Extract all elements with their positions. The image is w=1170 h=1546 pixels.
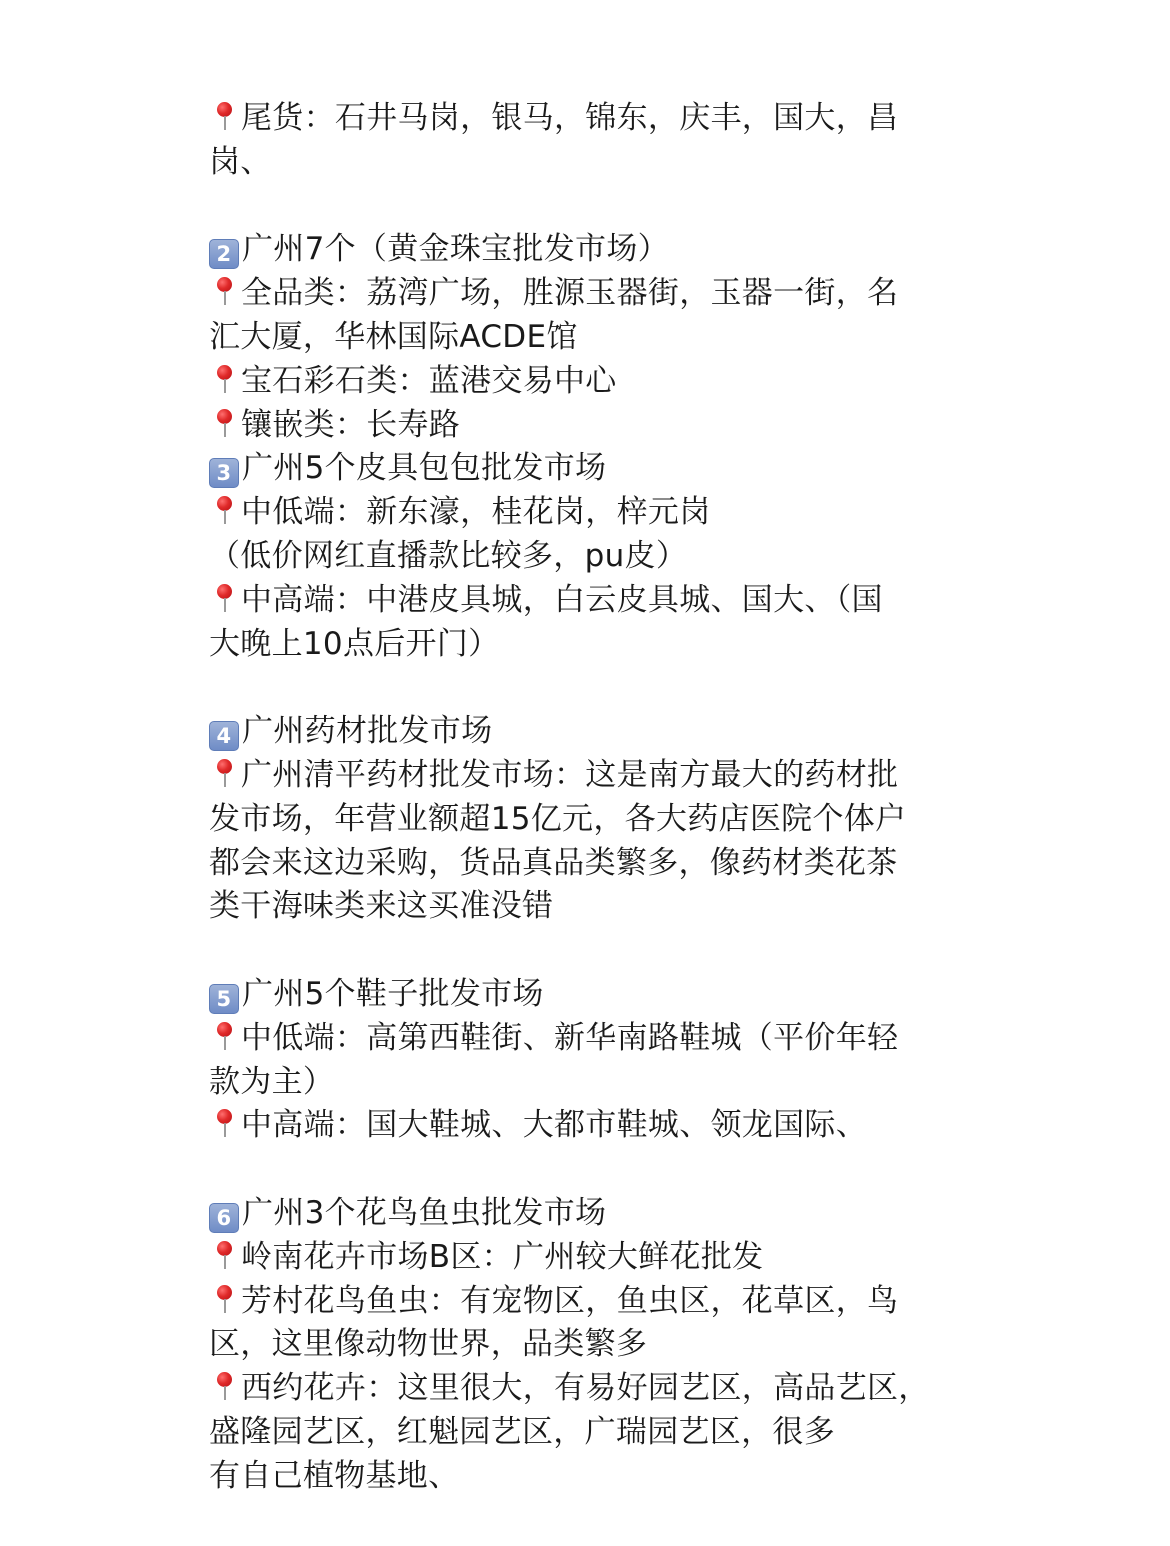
text-line	[209, 885, 949, 929]
text-line	[209, 623, 949, 667]
line-text: 发市场，年营业额超15亿元，各大药店医院个体户	[209, 800, 907, 837]
section-heading	[209, 710, 949, 754]
line-text: 广州药材批发市场	[242, 713, 493, 750]
round-pushpin-icon	[209, 275, 241, 307]
round-pushpin-icon	[209, 407, 241, 439]
line-text: 都会来这边采购，货品真品类繁多，像药材类花茶	[209, 844, 898, 881]
line-text: 汇大厦，华林国际ACDE馆	[209, 318, 578, 355]
line-text: 广州5个皮具包包批发市场	[242, 450, 607, 487]
round-pushpin-icon	[209, 757, 241, 789]
line-text: 有自己植物基地、	[209, 1457, 460, 1494]
pinned-item	[209, 404, 949, 448]
section-heading	[209, 228, 949, 272]
keycap-number-icon: 5	[209, 984, 239, 1014]
blank-line	[209, 929, 949, 973]
keycap-number-icon: 3	[209, 458, 239, 488]
text-line	[209, 798, 949, 842]
text-line	[209, 842, 949, 886]
text-line	[209, 1411, 949, 1455]
line-text: 西约花卉：这里很大，有易好园艺区，高品艺区，	[241, 1370, 930, 1407]
pinned-item	[209, 1104, 949, 1148]
line-text: 芳村花鸟鱼虫：有宠物区，鱼虫区，花草区，鸟	[241, 1282, 899, 1319]
text-line	[209, 1455, 949, 1499]
blank-line	[209, 1148, 949, 1192]
line-text: 盛隆园艺区，红魁园艺区，广瑞园艺区，很多	[209, 1413, 835, 1450]
line-text: 类干海味类来这买准没错	[209, 888, 554, 925]
line-text: 中高端：中港皮具城，白云皮具城、国大、（国	[241, 581, 883, 618]
line-text: 广州清平药材批发市场：这是南方最大的药材批	[241, 756, 899, 793]
section-heading	[209, 447, 949, 491]
line-text: 中高端：国大鞋城、大都市鞋城、领龙国际、	[241, 1107, 867, 1144]
text-line	[209, 535, 949, 579]
section-heading	[209, 1192, 949, 1236]
line-text: 广州7个（黄金珠宝批发市场）	[242, 231, 669, 268]
pinned-item	[209, 491, 949, 535]
round-pushpin-icon	[209, 1370, 241, 1402]
round-pushpin-icon	[209, 582, 241, 614]
line-text: 中低端：高第西鞋街、新华南路鞋城（平价年轻	[241, 1019, 899, 1056]
blank-line	[209, 666, 949, 710]
text-line	[209, 1323, 949, 1367]
round-pushpin-icon	[209, 363, 241, 395]
line-text: 尾货：石井马岗，银马，锦东，庆丰，国大，昌	[241, 100, 899, 136]
section-heading	[209, 973, 949, 1017]
line-text: 中低端：新东濠，桂花岗，梓元岗	[241, 494, 711, 531]
pinned-item	[209, 272, 949, 316]
pinned-item	[209, 1367, 949, 1411]
line-text: 宝石彩石类：蓝港交易中心	[241, 362, 617, 399]
line-text: 全品类：荔湾广场，胜源玉器街，玉器一街，名	[241, 275, 899, 312]
pinned-item	[209, 1236, 949, 1280]
text-line	[209, 316, 949, 360]
line-text: （低价网红直播款比较多，pu皮）	[209, 537, 688, 574]
text-line	[209, 141, 949, 185]
line-text: 岗、	[209, 143, 272, 180]
pinned-item	[209, 1017, 949, 1061]
round-pushpin-icon	[209, 1107, 241, 1139]
line-text: 广州3个花鸟鱼虫批发市场	[242, 1194, 607, 1231]
round-pushpin-icon	[209, 1239, 241, 1271]
round-pushpin-icon	[209, 1283, 241, 1315]
line-text: 款为主）	[209, 1063, 335, 1100]
pinned-item	[209, 97, 949, 141]
pinned-item	[209, 360, 949, 404]
keycap-number-icon: 6	[209, 1203, 239, 1233]
line-text: 镶嵌类：长寿路	[241, 406, 461, 443]
pinned-item	[209, 579, 949, 623]
keycap-number-icon: 4	[209, 721, 239, 751]
round-pushpin-icon	[209, 1020, 241, 1052]
note-document	[209, 97, 949, 1499]
line-text: 广州5个鞋子批发市场	[242, 975, 544, 1012]
round-pushpin-icon	[209, 100, 241, 132]
text-line	[209, 1061, 949, 1105]
line-text: 大晚上10点后开门）	[209, 625, 500, 662]
pinned-item	[209, 754, 949, 798]
line-text: 区，这里像动物世界，品类繁多	[209, 1326, 648, 1363]
keycap-number-icon: 2	[209, 239, 239, 269]
pinned-item	[209, 1280, 949, 1324]
line-text: 岭南花卉市场B区：广州较大鲜花批发	[241, 1238, 764, 1275]
blank-line	[209, 185, 949, 229]
round-pushpin-icon	[209, 494, 241, 526]
